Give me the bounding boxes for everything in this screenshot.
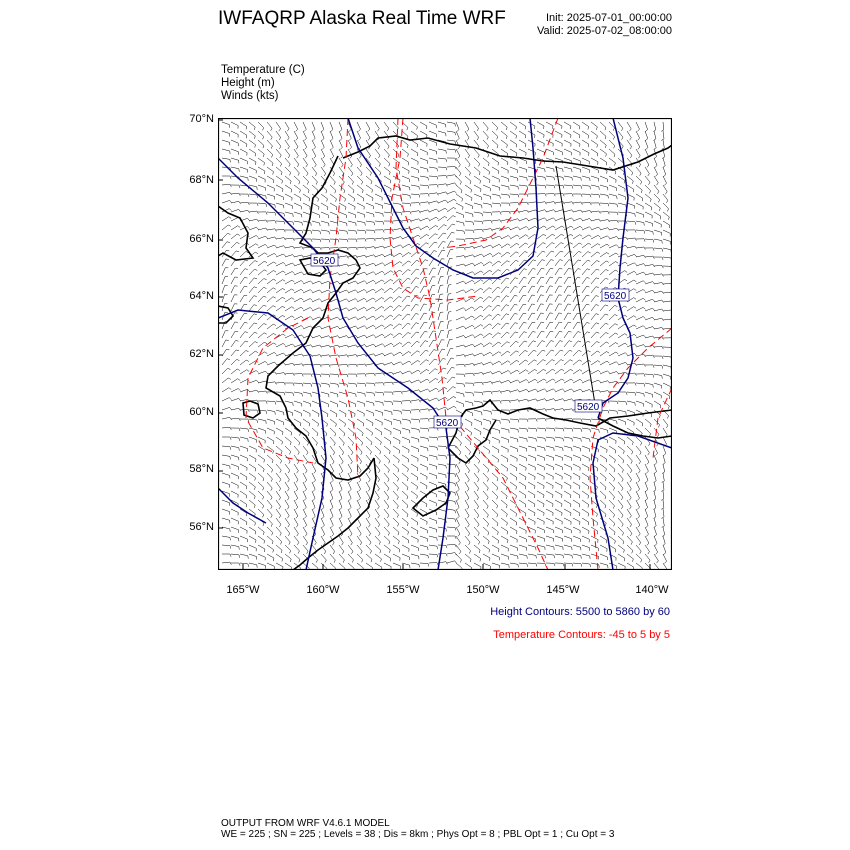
model-info-line1: OUTPUT FROM WRF V4.6.1 MODEL (221, 818, 390, 829)
lat-label-62: 62°N (189, 348, 214, 360)
lon-label-145: 145°W (546, 584, 580, 596)
weather-map (218, 118, 672, 570)
contour-labels (311, 254, 629, 429)
temp-contour (443, 118, 558, 248)
temperature-contours (246, 118, 672, 570)
init-time: Init: 2025-07-01_00:00:00 (546, 12, 672, 24)
height-contour (218, 488, 266, 523)
chart-title: IWFAQRP Alaska Real Time WRF (218, 8, 506, 29)
lat-label-60: 60°N (189, 406, 214, 418)
coastline-seward-peninsula (300, 156, 360, 318)
lat-label-66: 66°N (189, 233, 214, 245)
contour-label: 5620 (313, 256, 336, 267)
height-contour (593, 433, 672, 570)
lat-label-64: 64°N (189, 290, 214, 302)
valid-time: Valid: 2025-07-02_08:00:00 (537, 25, 672, 37)
contour-label: 5620 (436, 418, 459, 429)
contour-label: 5620 (577, 402, 600, 413)
lon-label-155: 155°W (386, 584, 420, 596)
lat-label-58: 58°N (189, 463, 214, 475)
lon-label-150: 150°W (466, 584, 500, 596)
model-info-line2: WE = 225 ; SN = 225 ; Levels = 38 ; Dis = 8km ; Phys Opt = 8 ; PBL Opt = 1 ; Cu Opt = 3 (221, 829, 615, 840)
lat-label-56: 56°N (189, 521, 214, 533)
coastlines (218, 136, 672, 570)
temperature-contours-note: Temperature Contours: -45 to 5 by 5 (493, 629, 670, 641)
contour-label: 5620 (604, 291, 627, 302)
height-contours-note: Height Contours: 5500 to 5860 by 60 (490, 606, 670, 618)
field-winds: Winds (kts) (221, 90, 279, 102)
field-height: Height (m) (221, 77, 275, 89)
lat-label-70: 70°N (189, 113, 214, 125)
lon-label-165: 165°W (226, 584, 260, 596)
field-temperature: Temperature (C) (221, 64, 305, 76)
coastline-cook-inlet (448, 400, 672, 448)
init-valid-times (528, 12, 672, 38)
lat-label-68: 68°N (189, 174, 214, 186)
lon-label-140: 140°W (635, 584, 669, 596)
lon-label-160: 160°W (306, 584, 340, 596)
